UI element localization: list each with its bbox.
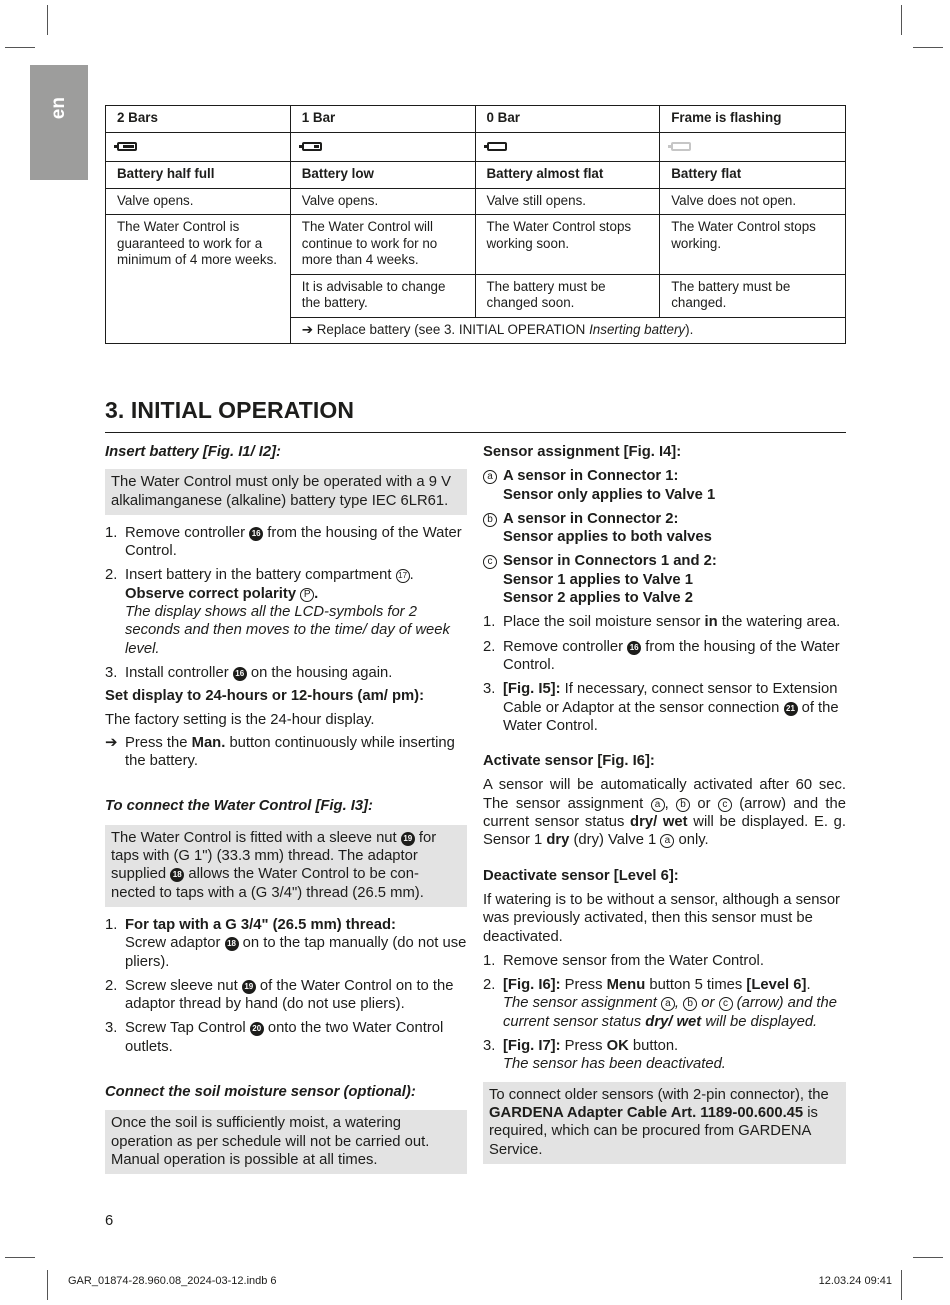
list-item: 1. Remove sensor from the Water Control. <box>483 952 764 969</box>
table-row <box>106 162 846 189</box>
table-header-cell: 1 Bar <box>290 106 475 133</box>
sleeve-nut-ref-icon: 19 <box>242 980 256 994</box>
table-header-row <box>106 106 846 133</box>
battery-one-bar-icon <box>302 142 322 151</box>
list-item: 2. [Fig. I6]: Press Menu button 5 times [Level 6]. The sensor assignment a , b or c (arrow) and the current sensor status dry/ wet will be displayed. <box>483 977 837 1030</box>
letter-a-icon: a <box>661 997 675 1011</box>
table-cell: Valve opens. <box>106 188 291 215</box>
right-column <box>483 443 846 1164</box>
sleeve-nut-ref-icon: 19 <box>401 832 415 846</box>
battery-status-table <box>105 105 846 344</box>
assignment-a: a A sensor in Connector 1: Sensor only applies to Valve 1 <box>483 467 846 504</box>
soil-sensor-heading: Connect the soil moisture sensor (optional): <box>105 1084 416 1101</box>
table-cell: The battery must be changed. <box>660 274 846 317</box>
battery-two-bars-icon <box>117 142 137 151</box>
crop-mark <box>901 1270 902 1300</box>
table-cell: The Water Control stops working soon. <box>475 215 660 275</box>
table-header-cell: 2 Bars <box>106 106 291 133</box>
table-cell-replace: ➔ Replace battery (see 3. INITIAL OPERATION Inserting battery). <box>290 317 845 344</box>
controller-ref-icon: 16 <box>233 667 247 681</box>
battery-type-note: The Water Control must only be operated with a 9 V alkalimanganese (alkaline) battery type IEC 6LR61. <box>105 469 467 515</box>
letter-b-icon: b <box>483 513 497 527</box>
crop-mark <box>47 1270 48 1300</box>
language-tab-label: en <box>48 97 69 120</box>
activate-sensor-text: A sensor will be automatically activated after 60 sec. The sensor assignment a , b or c (arrow) and the current sensor status dry/ wet will be displayed. E. g. Sensor 1 dry (dry) Valve 1 a only. <box>483 777 847 849</box>
crop-mark <box>5 1257 35 1258</box>
crop-mark <box>5 47 35 48</box>
list-item: 1. For tap with a G 3/4" (26.5 mm) thread: Screw adaptor 18 on to the tap manually (do not use pliers). <box>105 916 467 970</box>
list-item: 1. Place the soil moisture sensor in the watering area. <box>483 614 841 631</box>
list-item: 1. Remove controller 16 from the housing of the Water Control. <box>105 524 462 560</box>
activate-sensor-heading: Activate sensor [Fig. I6]: <box>483 753 655 770</box>
table-header-cell: 0 Bar <box>475 106 660 133</box>
table-cell: The Water Control stops working. <box>660 215 846 275</box>
table-cell: It is advisable to change the battery. <box>290 274 475 317</box>
table-cell: Battery almost flat <box>475 162 660 189</box>
battery-flashing-frame-icon <box>671 142 691 151</box>
table-header-cell: Frame is flashing <box>660 106 846 133</box>
deactivate-sensor-heading: Deactivate sensor [Level 6]: <box>483 867 679 884</box>
table-cell: Valve opens. <box>290 188 475 215</box>
battery-empty-icon <box>487 142 507 151</box>
display-mode-heading: Set display to 24-hours or 12-hours (am/ pm): <box>105 688 425 705</box>
table-row <box>106 188 846 215</box>
connect-heading: To connect the Water Control [Fig. I3]: <box>105 798 373 815</box>
letter-c-icon: c <box>483 555 497 569</box>
crop-mark <box>901 5 902 35</box>
factory-setting-text: The factory setting is the 24-hour display. <box>105 711 375 728</box>
sensor-connection-ref-icon: 21 <box>784 702 798 716</box>
crop-mark <box>47 5 48 35</box>
letter-b-icon: b <box>683 997 697 1011</box>
adaptor-ref-icon: 18 <box>225 937 239 951</box>
letter-a-icon: a <box>651 798 665 812</box>
table-icon-row <box>106 132 846 162</box>
table-cell: Valve still opens. <box>475 188 660 215</box>
connect-note: The Water Control is fitted with a sleeve nut 19 for taps with (G 1") (33.3 mm) thread. The adaptor supplied 18 allows the Water Control to be con-nected to taps with a (G 3/4") thread (26.5 mm). <box>105 825 467 907</box>
table-cell: Valve does not open. <box>660 188 846 215</box>
deactivate-sensor-text: If watering is to be without a sensor, although a sensor was previously activated, then this sensor must be deactivated. <box>483 891 840 945</box>
table-cell: Battery half full <box>106 162 291 189</box>
letter-c-icon: c <box>718 798 732 812</box>
table-cell: The Water Control will continue to work for no more than 4 weeks. <box>290 215 475 275</box>
letter-c-icon: c <box>719 997 733 1011</box>
assignment-c: c Sensor in Connectors 1 and 2: Sensor 1 applies to Valve 1 Sensor 2 applies to Valve 2 <box>483 552 846 607</box>
letter-a-icon: a <box>483 470 497 484</box>
table-cell: Battery low <box>290 162 475 189</box>
list-item: 2. Screw sleeve nut 19 of the Water Control on to the adaptor thread by hand (do not use pliers). <box>105 977 454 1013</box>
list-item: 3. [Fig. I5]: If necessary, connect sensor to Extension Cable or Adaptor at the sensor connection 21 of the Water Control. <box>483 681 839 734</box>
polarity-ref-icon: P <box>300 588 314 602</box>
table-cell: Battery flat <box>660 162 846 189</box>
page-number: 6 <box>105 1213 114 1229</box>
assignment-b: b A sensor in Connector 2: Sensor applies to both valves <box>483 510 846 547</box>
battery-compartment-ref-icon: 17 <box>396 569 410 583</box>
adapter-cable-note: To connect older sensors (with 2-pin connector), the GARDENA Adapter Cable Art. 1189-00.600.45 is required, which can be procured from GARDENA Service. <box>483 1082 846 1164</box>
controller-ref-icon: 16 <box>627 641 641 655</box>
controller-ref-icon: 16 <box>249 527 263 541</box>
list-item: 3. Screw Tap Control 20 onto the two Water Control outlets. <box>105 1020 444 1055</box>
tap-control-ref-icon: 20 <box>250 1022 264 1036</box>
print-slug-timestamp: 12.03.24 09:41 <box>818 1275 892 1287</box>
section-divider <box>105 432 846 433</box>
letter-b-icon: b <box>676 798 690 812</box>
crop-mark <box>913 1257 943 1258</box>
insert-battery-heading: Insert battery [Fig. I1/ I2]: <box>105 444 281 460</box>
table-cell: The battery must be changed soon. <box>475 274 660 317</box>
sensor-assignment-heading: Sensor assignment [Fig. I4]: <box>483 444 682 460</box>
list-item: 3. Install controller 16 on the housing again. <box>105 664 393 681</box>
list-item: 2. Remove controller 16 from the housing of the Water Control. <box>483 638 840 673</box>
letter-a-icon: a <box>660 834 674 848</box>
list-item: 2. Insert battery in the battery compartment 17 . Observe correct polarity P . The display shows all the LCD-symbols for 2 seconds and then moves to the time/ day of week level. <box>105 567 450 657</box>
table-row <box>106 215 846 275</box>
crop-mark <box>913 47 943 48</box>
list-item: 3. [Fig. I7]: Press OK button. The sensor has been deactivated. <box>483 1038 726 1073</box>
list-item: ➔ Press the Man. button continuously while inserting the battery. <box>105 734 455 770</box>
left-column <box>105 443 467 1174</box>
print-slug-filename: GAR_01874-28.960.08_2024-03-12.indb 6 <box>68 1275 277 1287</box>
table-cell: The Water Control is guaranteed to work for a minimum of 4 more weeks. <box>106 215 291 344</box>
adaptor-ref-icon: 18 <box>170 868 184 882</box>
section-title: 3. INITIAL OPERATION <box>105 397 355 423</box>
language-tab <box>30 65 88 180</box>
soil-sensor-note: Once the soil is sufficiently moist, a watering operation as per schedule will not be carried out. Manual operation is possible at all times. <box>105 1110 467 1174</box>
arrow-icon: ➔ <box>105 734 118 751</box>
